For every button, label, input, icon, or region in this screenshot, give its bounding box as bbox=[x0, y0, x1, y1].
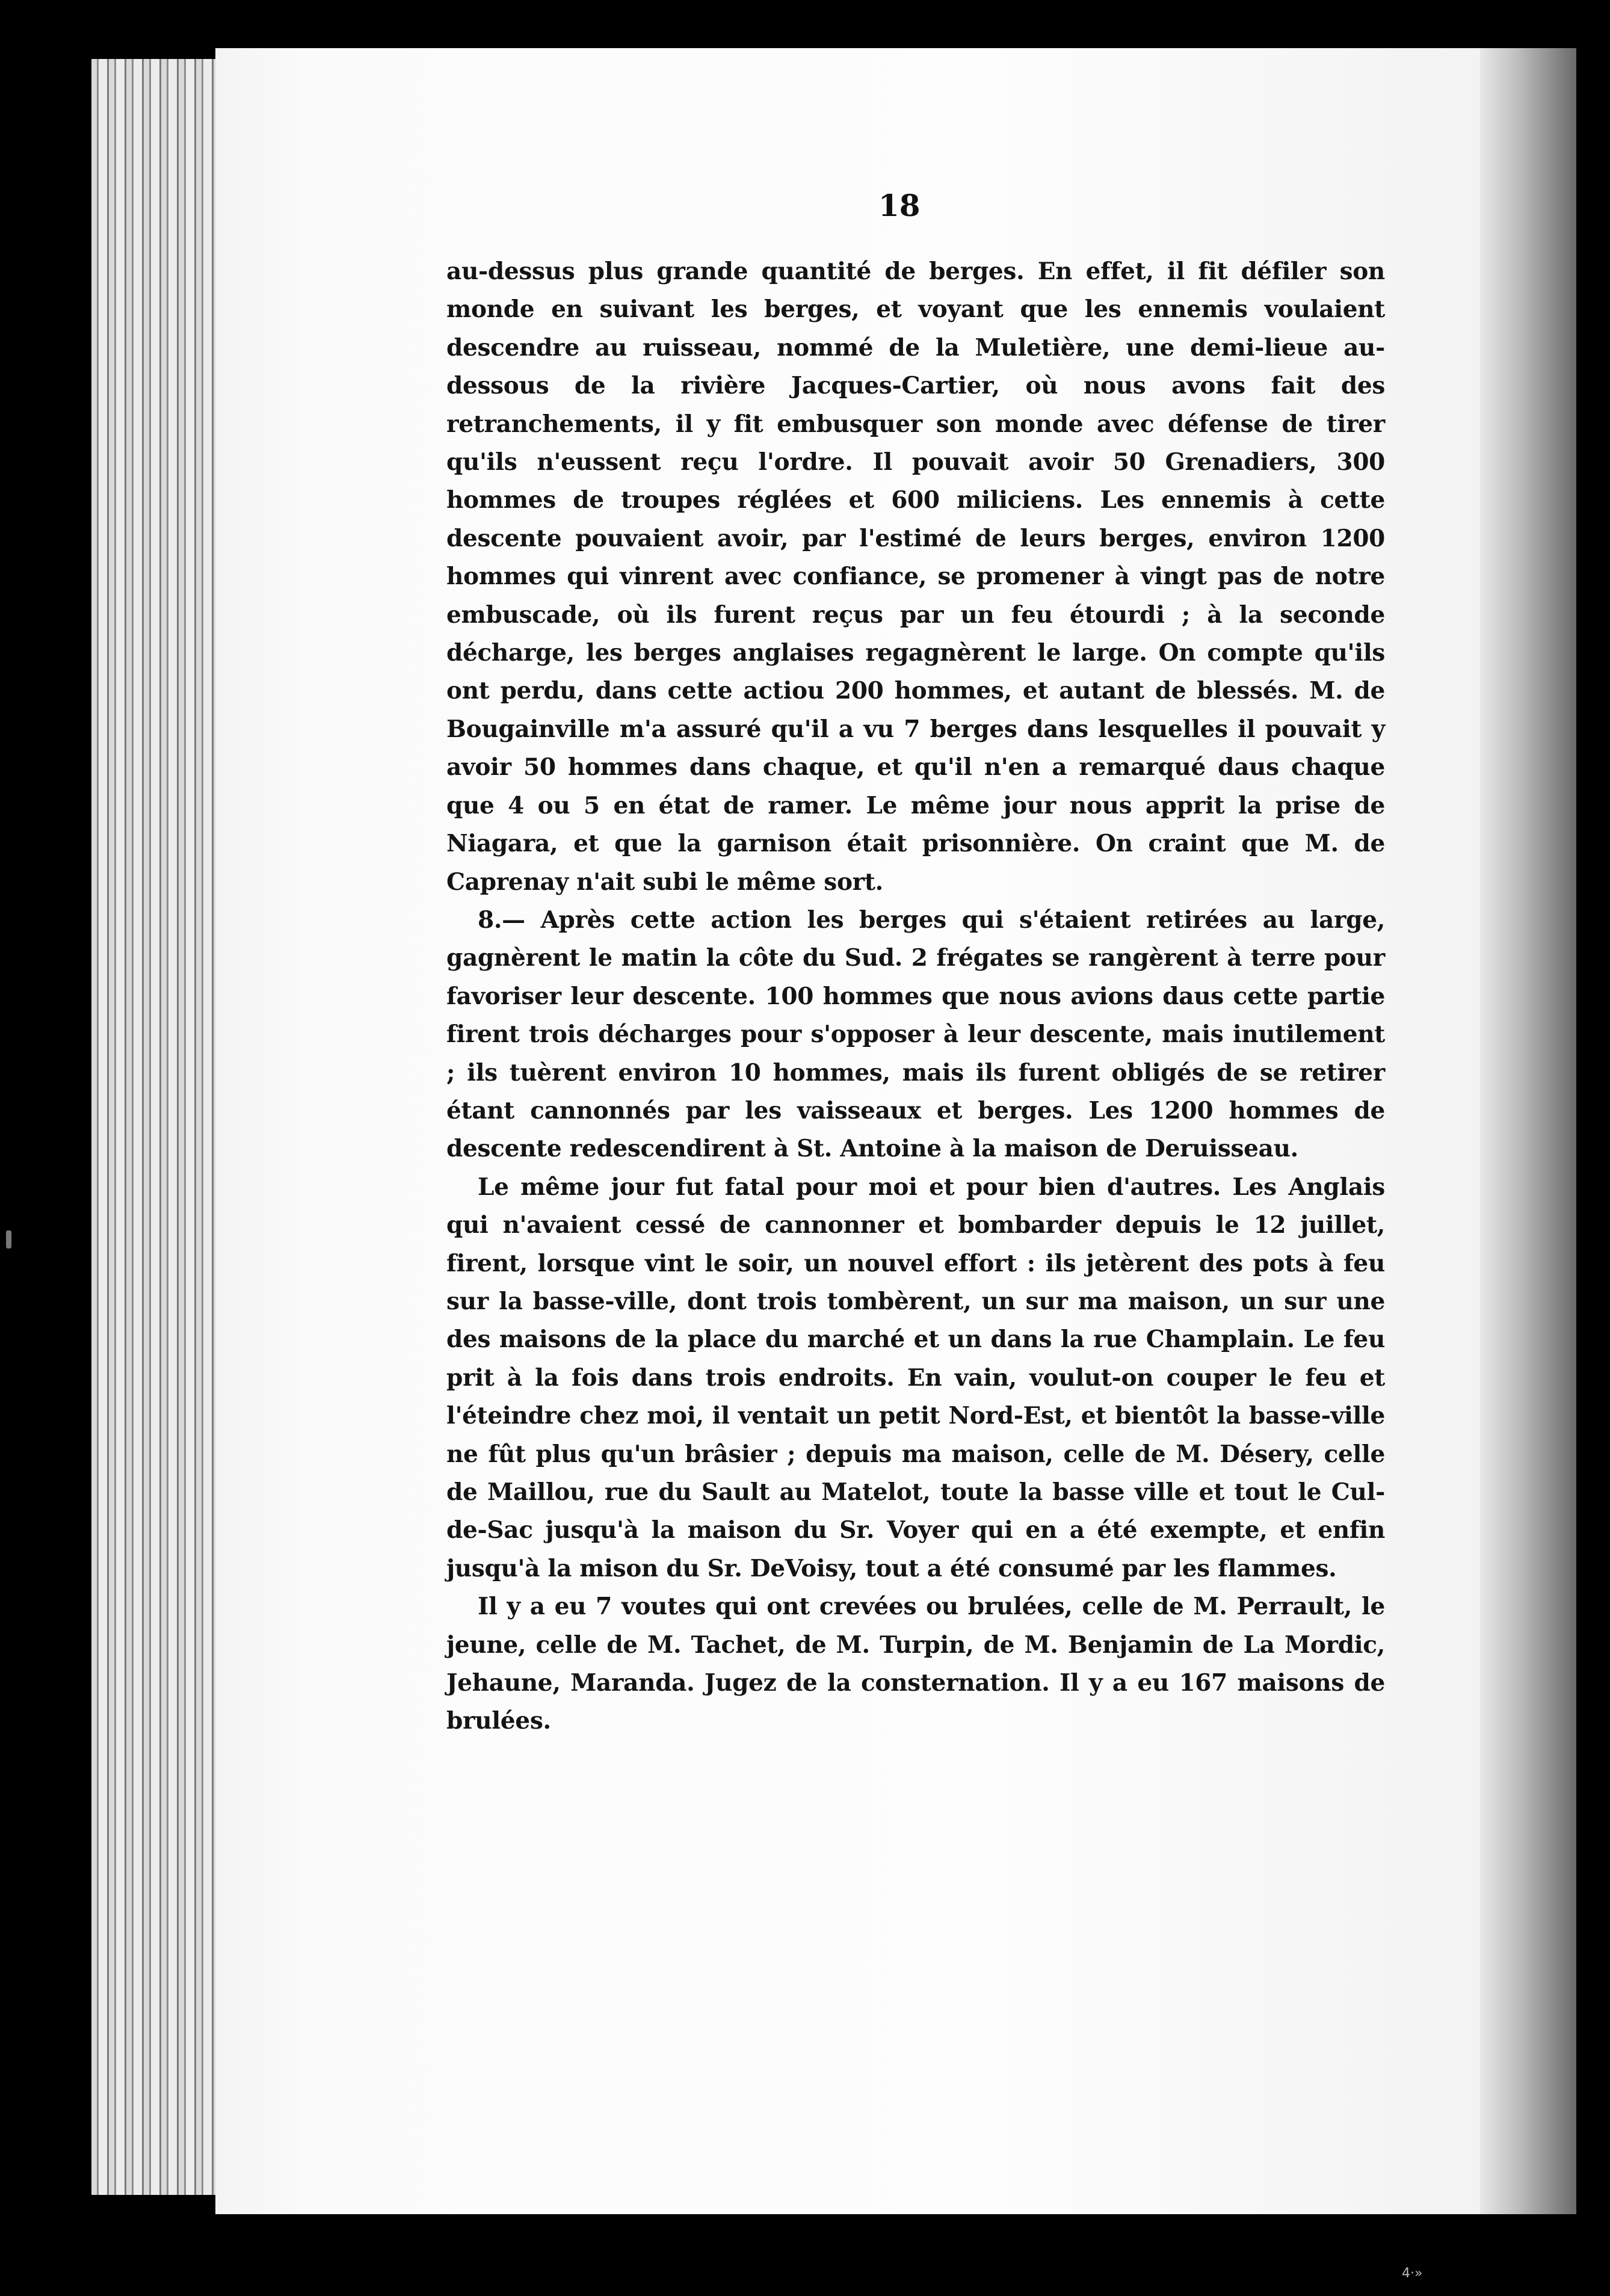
scan-dust-mark bbox=[6, 1230, 11, 1248]
paragraph-2: 8.— Après cette action les berges qui s'étaient retirées au large, gagnèrent le matin la côte du Sud. 2 frégates se rangèrent à terre pour favoriser leur descente. 100 hommes que nous avions daus cette partie firent trois décharges pour s'opposer à leur descente, mais inutilement ; ils tuèrent environ 10 hommes, mais ils furent obligés de se retirer étant cannonnés par les vaisseaux et berges. Les 1200 hommes de descente redescendirent à St. Antoine à la maison de Deruisseau. bbox=[446, 906, 1385, 1163]
paragraph-1: au-dessus plus grande quantité de berges. En effet, il fit défiler son monde en suivant les berges, et voyant que les ennemis voulaient descendre au ruisseau, nommé de la Muletière, une demi-lieue au-dessous de la rivière Jacques-Cartier, où nous avons fait des retranchements, il y fit embusquer son monde avec défense de tirer qu'ils n'eussent reçu l'ordre. Il pouvait avoir 50 Grenadiers, 300 hommes de troupes réglées et 600 miliciens. Les ennemis à cette descente pouvaient avoir, par l'estimé de leurs berges, environ 1200 hommes qui vinrent avec confiance, se promener à vingt pas de notre embuscade, où ils furent reçus par un feu étourdi ; à la seconde décharge, les berges anglaises regagnèrent le large. On compte qu'ils ont perdu, dans cette actiou 200 hommes, et autant de blessés. M. de Bougainville m'a assuré qu'il a vu 7 berges dans lesquelles il pouvait y avoir 50 hommes dans chaque, et qu'il n'en a remarqué daus chaque que 4 ou 5 en état de ramer. Le même jour nous apprit la prise de Niagara, et que la garnison était prisonnière. On craint que M. de Caprenay n'ait subi le même sort. bbox=[446, 258, 1385, 896]
page-number: 18 bbox=[878, 188, 921, 223]
page-binding-shadow bbox=[1480, 48, 1576, 2214]
corner-mark: 4·» bbox=[1402, 2266, 1423, 2281]
stacked-page-edges bbox=[91, 59, 218, 2195]
paragraph-4: Il y a eu 7 voutes qui ont crevées ou brulées, celle de M. Perrault, le jeune, celle de M. Tachet, de M. Turpin, de M. Benjamin de La Mordic, Jehaune, Maranda. Jugez de la consternation. Il y a eu 167 maisons de brulées. bbox=[446, 1593, 1385, 1735]
body-text bbox=[446, 253, 1385, 1741]
paragraph-3: Le même jour fut fatal pour moi et pour bien d'autres. Les Anglais qui n'avaient cessé de cannonner et bombarder depuis le 12 juillet, firent, lorsque vint le soir, un nouvel effort : ils jetèrent des pots à feu sur la basse-ville, dont trois tombèrent, un sur ma maison, un sur une des maisons de la place du marché et un dans la rue Champlain. Le feu prit à la fois dans trois endroits. En vain, voulut-on couper le feu et l'éteindre chez moi, il ventait un petit Nord-Est, et bientôt la basse-ville ne fût plus qu'un brâsier ; depuis ma maison, celle de M. Désery, celle de Maillou, rue du Sault au Matelot, toute la basse ville et tout le Cul-de-Sac jusqu'à la maison du Sr. Voyer qui en a été exempte, et enfin jusqu'à la mison du Sr. DeVoisy, tout a été consumé par les flammes. bbox=[446, 1173, 1385, 1582]
